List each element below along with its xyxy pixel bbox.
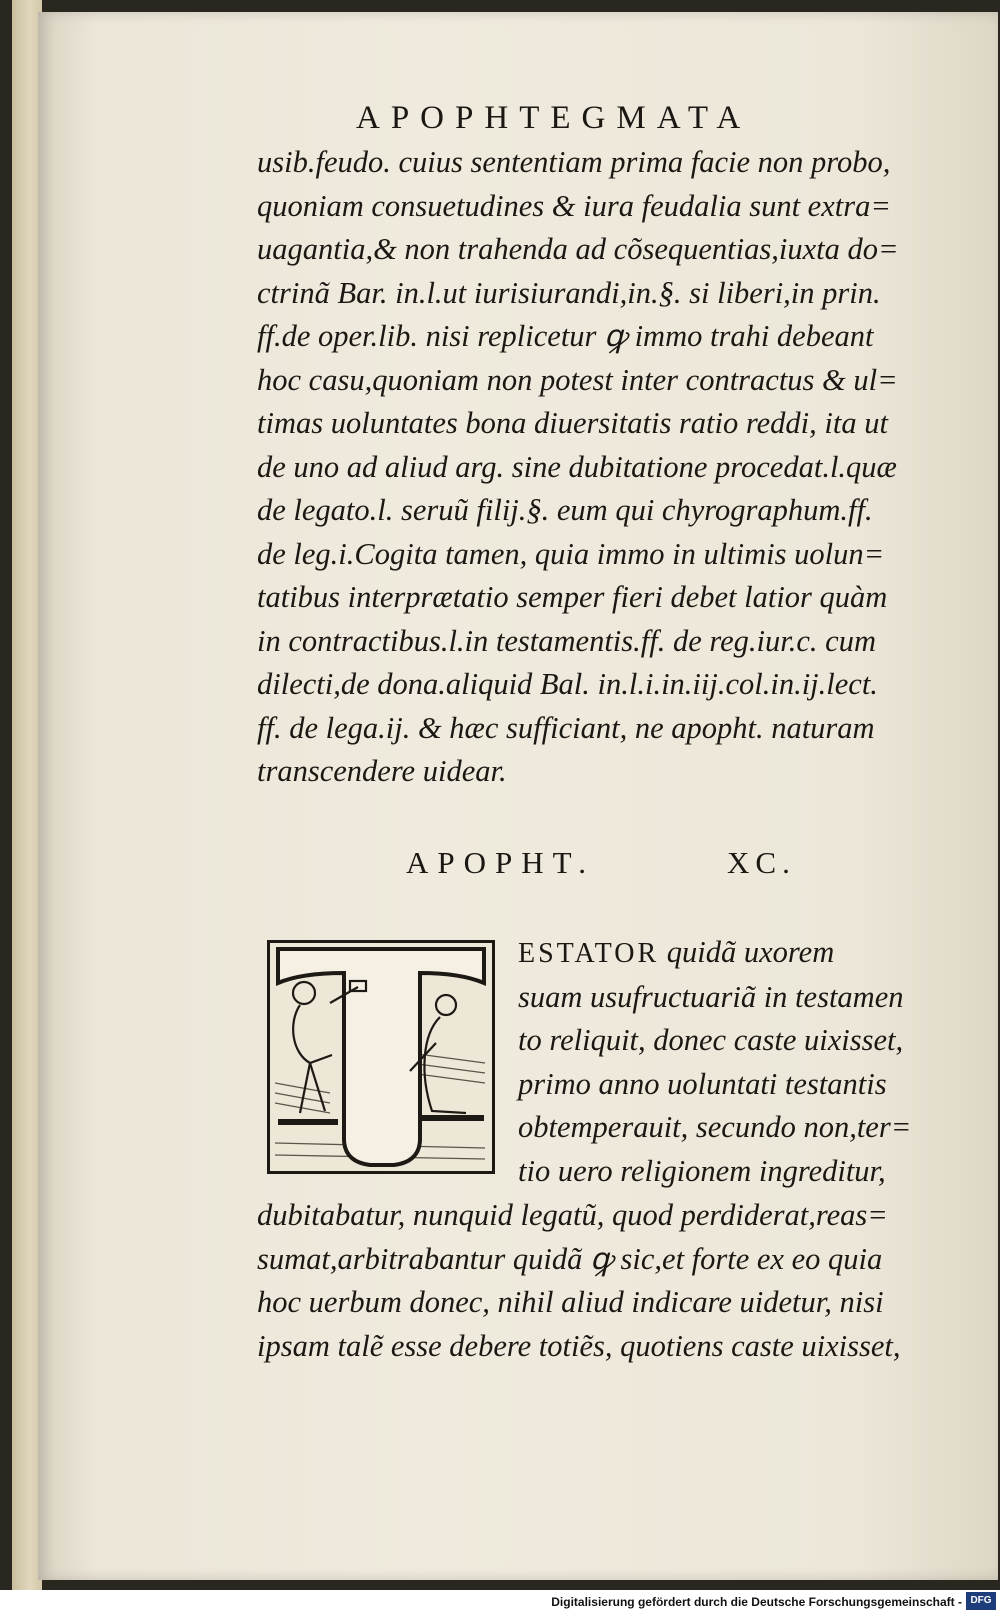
section-number: XC. — [727, 845, 796, 880]
text-line: usib.feudo. cuius sententiam prima facie non probo, — [257, 145, 891, 179]
text-line: obtemperauit, secundo non,ter= — [518, 1110, 912, 1144]
text-line: tio uero religionem ingreditur, — [518, 1153, 886, 1188]
woodcut-initial-t — [267, 940, 495, 1174]
digitization-footer — [0, 1590, 1000, 1615]
text-line: ctrinã Bar. in.l.ut iurisiurandi,in.§. si liberi,in prin. — [257, 275, 881, 310]
text-line: uagantia,& non trahenda ad cõsequentias,iuxta do= — [257, 232, 899, 266]
text-line: dubitabatur, nunquid legatũ, quod perdiderat,reas= — [257, 1198, 888, 1232]
text-line: ff.de oper.lib. nisi replicetur ꝙ immo trahi debeant — [257, 319, 874, 353]
dfg-logo-icon: DFG — [966, 1592, 996, 1610]
text-block-continuation — [257, 141, 947, 794]
text-line: hoc casu,quoniam non potest inter contractus & ul= — [257, 362, 898, 397]
text-line: suam usufructuariã in testamen — [518, 979, 904, 1014]
text-line: primo anno uoluntati testantis — [518, 1066, 887, 1101]
text-line: de legato.l. seruũ filij.§. eum qui chyrographum.ff. — [257, 493, 873, 527]
text-block-opening — [518, 931, 958, 1193]
text-line: ff. de lega.ij. & hæc sufficiant, ne apopht. naturam — [257, 710, 875, 745]
funding-credit: Digitalisierung gefördert durch die Deutsche Forschungsgemeinschaft - — [551, 1595, 962, 1609]
text-line: hoc uerbum donec, nihil aliud indicare uidetur, nisi — [257, 1285, 884, 1319]
text-line: timas uoluntates bona diuersitatis ratio reddi, ita ut — [257, 406, 888, 440]
text-line: dilecti,de dona.aliquid Bal. in.l.i.in.iij.col.in.ij.lect. — [257, 667, 878, 701]
running-head: APOPHTEGMATA — [356, 100, 752, 136]
section-label: APOPHT. — [406, 845, 596, 880]
text-line: quoniam consuetudines & iura feudalia sunt extra= — [257, 188, 891, 223]
opening-word: ESTATOR — [518, 938, 660, 969]
text-block-main — [257, 1194, 947, 1368]
text-line: in contractibus.l.in testamentis.ff. de reg.iur.c. cum — [257, 623, 876, 658]
opening-rest: quidã uxorem — [659, 935, 835, 969]
text-line: transcendere uidear. — [257, 754, 507, 788]
text-line: ipsam talẽ esse debere totiẽs, quotiens caste uixisset, — [257, 1328, 901, 1363]
text-line — [518, 931, 958, 976]
woodcut-illustration-icon — [270, 943, 492, 1171]
text-line: tatibus interprætatio semper fieri debet latior quàm — [257, 580, 888, 614]
text-line: de uno ad aliud arg. sine dubitatione procedat.l.quæ — [257, 449, 897, 484]
text-line: sumat,arbitrabantur quidã ꝙ sic,et forte ex eo quia — [257, 1241, 883, 1276]
text-line: de leg.i.Cogita tamen, quia immo in ultimis uolun= — [257, 536, 885, 571]
text-line: to reliquit, donec caste uixisset, — [518, 1023, 904, 1057]
